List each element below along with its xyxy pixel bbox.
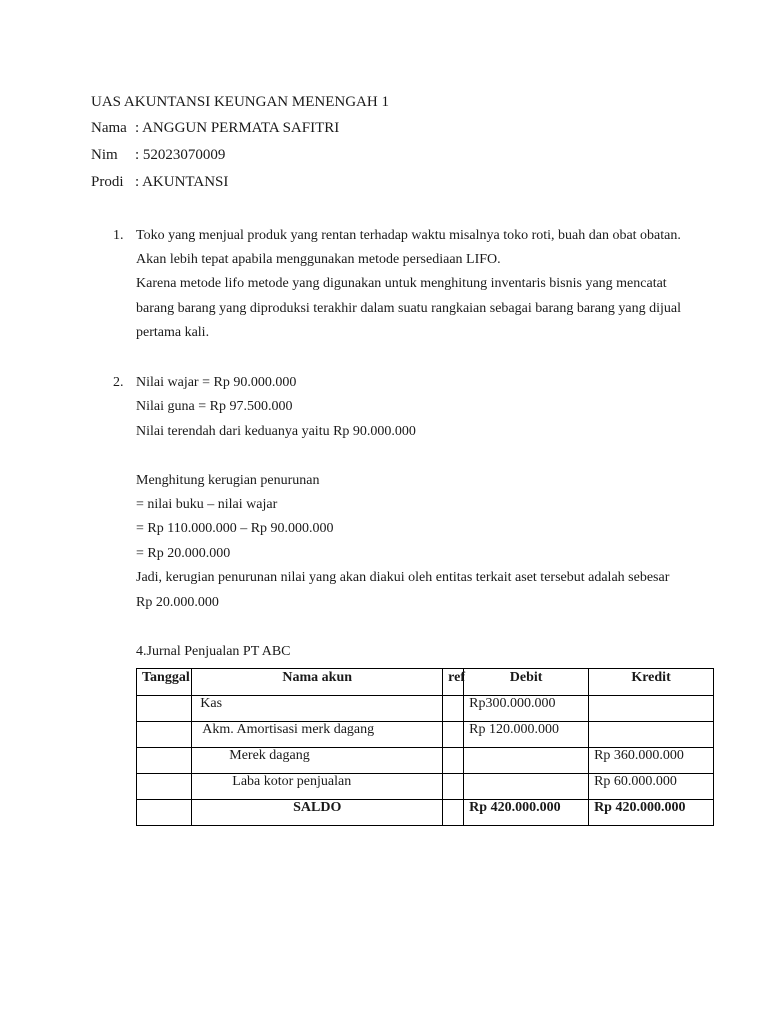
cell-kredit: Rp 60.000.000 (589, 774, 714, 800)
header-label: Prodi (91, 174, 124, 190)
q2-line: Nilai guna = Rp 97.500.000 (136, 399, 293, 414)
header-value: : AKUNTANSI (135, 174, 229, 190)
cell-nama-akun: Laba kotor penjualan (192, 774, 443, 800)
total-kredit: Rp 420.000.000 (589, 800, 714, 826)
q1-line: Toko yang menjual produk yang rentan terhadap waktu misalnya toko roti, buah dan obat obatan. (136, 228, 681, 243)
cell-kredit (589, 696, 714, 722)
table-row (137, 696, 714, 722)
column-header-kredit: Kredit (589, 669, 714, 696)
cell-ref (443, 774, 464, 800)
journal-table (136, 668, 714, 826)
cell-ref (443, 696, 464, 722)
header-value: : 52023070009 (135, 147, 226, 163)
q2-line: Nilai wajar = Rp 90.000.000 (136, 375, 297, 390)
q2-calc-line: = Rp 110.000.000 – Rp 90.000.000 (136, 521, 334, 536)
cell-debit: Rp300.000.000 (464, 696, 589, 722)
document-title: UAS AKUNTANSI KEUNGAN MENENGAH 1 (91, 94, 389, 110)
cell-tanggal (137, 748, 192, 774)
cell-kredit: Rp 360.000.000 (589, 748, 714, 774)
column-header-ref: ref (443, 669, 464, 696)
header-label: Nim (91, 147, 118, 163)
q1-line: Karena metode lifo metode yang digunakan untuk menghitung inventaris bisnis yang mencatat (136, 276, 667, 291)
cell-tanggal (137, 696, 192, 722)
cell-debit (464, 748, 589, 774)
q4-title: 4.Jurnal Penjualan PT ABC (136, 644, 291, 659)
cell-tanggal (137, 774, 192, 800)
cell-debit (464, 774, 589, 800)
cell-tanggal (137, 800, 192, 826)
cell-ref (443, 748, 464, 774)
cell-nama-akun: Kas (192, 696, 443, 722)
q2-calc-line: Rp 20.000.000 (136, 595, 219, 610)
table-row (137, 722, 714, 748)
column-header-nama-akun: Nama akun (192, 669, 443, 696)
header-label: Nama (91, 120, 127, 136)
total-debit: Rp 420.000.000 (464, 800, 589, 826)
cell-nama-akun: Akm. Amortisasi merk dagang (192, 722, 443, 748)
cell-ref (443, 800, 464, 826)
q2-number: 2. (113, 375, 124, 390)
column-header-debit: Debit (464, 669, 589, 696)
cell-tanggal (137, 722, 192, 748)
cell-debit: Rp 120.000.000 (464, 722, 589, 748)
cell-kredit (589, 722, 714, 748)
q2-line: Nilai terendah dari keduanya yaitu Rp 90.000.000 (136, 424, 416, 439)
q1-number: 1. (113, 228, 124, 243)
q2-calc-line: = nilai buku – nilai wajar (136, 497, 278, 512)
total-label: SALDO (192, 800, 443, 826)
cell-nama-akun: Merek dagang (192, 748, 443, 774)
q2-calc-line: = Rp 20.000.000 (136, 546, 231, 561)
header-value: : ANGGUN PERMATA SAFITRI (135, 120, 340, 136)
total-row (137, 800, 714, 826)
q1-line: Akan lebih tepat apabila menggunakan metode persediaan LIFO. (136, 252, 501, 267)
table-row (137, 774, 714, 800)
column-header-tanggal: Tanggal (137, 669, 192, 696)
q1-line: barang barang yang diproduksi terakhir dalam suatu rangkaian sebagai barang barang yang dijual (136, 301, 682, 316)
table-row (137, 748, 714, 774)
q2-calc-line: Menghitung kerugian penurunan (136, 473, 320, 488)
q1-line: pertama kali. (136, 325, 210, 340)
cell-ref (443, 722, 464, 748)
table-header-row (137, 669, 714, 696)
q2-calc-line: Jadi, kerugian penurunan nilai yang akan diakui oleh entitas terkait aset tersebut adalah sebesar (136, 570, 670, 585)
